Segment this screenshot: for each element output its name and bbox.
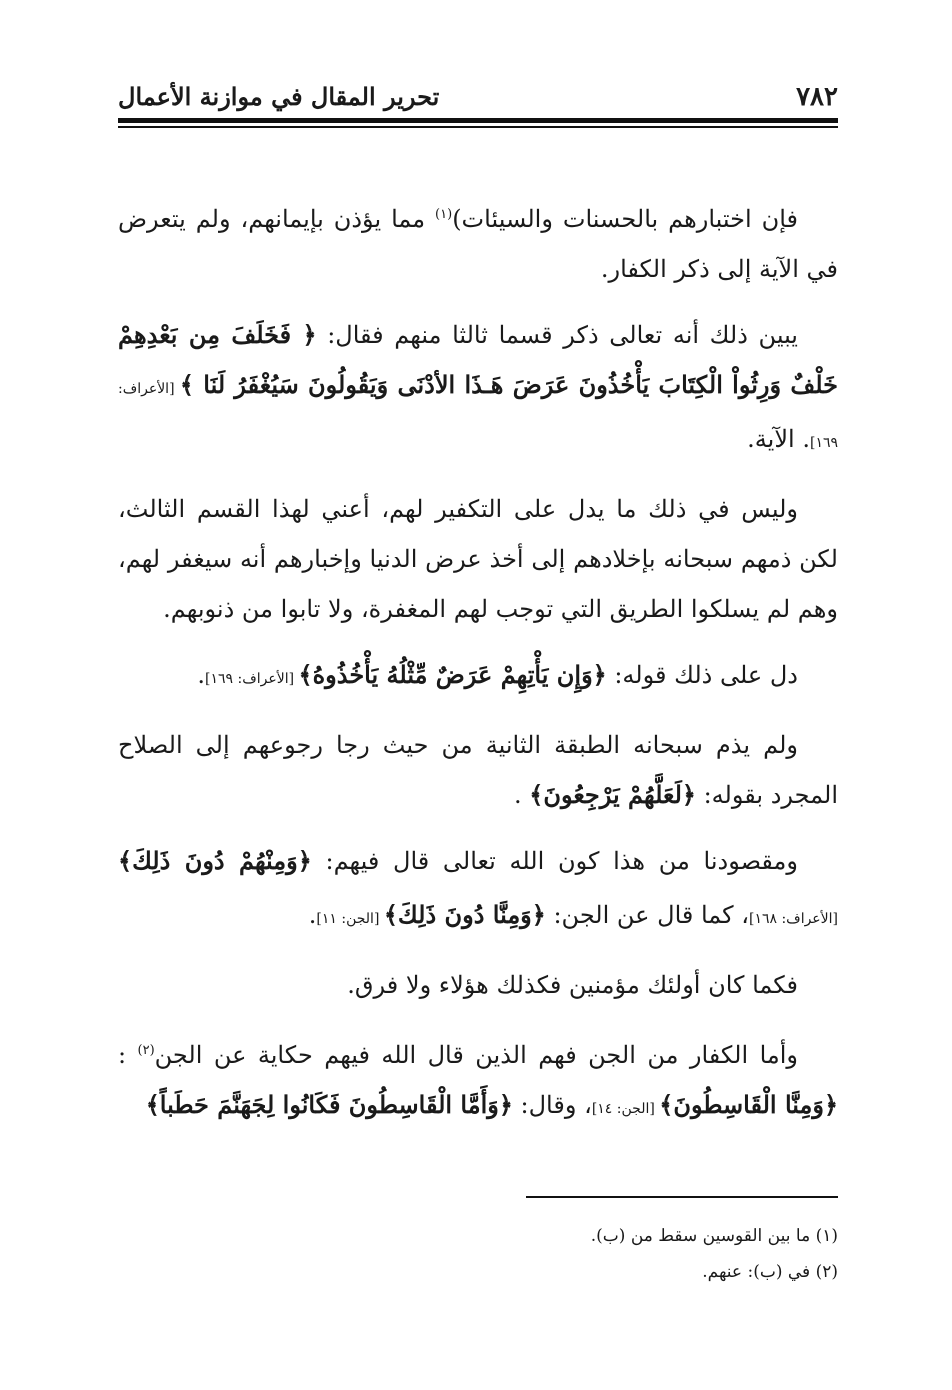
paragraph-7: فكما كان أولئك مؤمنين فكذلك هؤلاء ولا فرق. xyxy=(347,971,798,999)
footnote-1: (١) ما بين القوسين سقط من (ب). xyxy=(590,1226,838,1246)
paragraph-8: وأما الكفار من الجن فهم الذين قال الله فيهم حكاية عن الجن$^{(٢)}$ : ﴿وَمِنَّا الْقَاسِطُونَ﴾ [الجن: ١٤]، وقال: ﴿وَأَمَّا الْقَاسِطُونَ فَكَانُوا لِجَهَنَّمَ حَطَباً﴾ xyxy=(118,1041,838,1119)
footnote-2: (٢) في (ب): عنهم. xyxy=(702,1262,838,1282)
footnote-marker-2: (٢) xyxy=(137,1043,155,1058)
quran-verse: ﴿وَمِنَّا الْقَاسِطُونَ﴾ xyxy=(659,1090,838,1119)
paragraph-5: ولم يذم سبحانه الطبقة الثانية من حيث رجا رجوعهم إلى الصلاح المجرد بقوله: ﴿لَعَلَّهُمْ يَرْجِعُونَ﴾ . xyxy=(118,731,838,809)
quran-verse: ﴿وَأَمَّا الْقَاسِطُونَ فَكَانُوا لِجَهَنَّمَ حَطَباً﴾ xyxy=(145,1090,513,1119)
quran-verse: ﴿وَمِنْهُمْ دُونَ ذَلِكَ﴾ xyxy=(118,846,312,875)
header-rule-thin xyxy=(118,126,838,128)
paragraph-2: يبين ذلك أنه تعالى ذكر قسما ثالثا منهم فقال: ﴿ فَخَلَفَ مِن بَعْدِهِمْ خَلْفٌ وَرِثُواْ الْكِتَابَ يَأْخُذُونَ عَرَضَ هَـذَا الأدْنَى وَيَقُولُونَ سَيُغْفَرُ لَنَا ﴾ [الأعراف: ١٦٩]. الآية. xyxy=(118,320,838,453)
footnotes xyxy=(118,1218,838,1290)
running-title: تحرير المقال في موازنة الأعمال xyxy=(118,82,440,111)
paragraph-6: ومقصودنا من هذا كون الله تعالى قال فيهم: ﴿وَمِنْهُمْ دُونَ ذَلِكَ﴾ [الأعراف: ١٦٨]، كما قال عن الجن: ﴿وَمِنَّا دُونَ ذَلِكَ﴾ [الجن: ١١]. xyxy=(118,846,838,929)
page-number: ٧٨٢ xyxy=(796,82,838,112)
quran-verse: ﴿وَمِنَّا دُونَ ذَلِكَ﴾ xyxy=(383,900,546,929)
main-text xyxy=(118,190,838,1150)
page-header xyxy=(118,80,838,114)
quran-verse: ﴿ فَخَلَفَ مِن بَعْدِهِمْ خَلْفٌ وَرِثُواْ الْكِتَابَ يَأْخُذُونَ عَرَضَ هَـذَا الأدْنَى وَيَقُولُونَ سَيُغْفَرُ لَنَا ﴾ xyxy=(118,320,838,399)
footnote-separator xyxy=(526,1196,838,1198)
paragraph-3: وليس في ذلك ما يدل على التكفير لهم، أعني لهذا القسم الثالث، لكن ذمهم سبحانه بإخلادهم إلى أخذ عرض الدنيا وإخبارهم أنه سيغفر لهم، وهم لم يسلكوا الطريق التي توجب لهم المغفرة، ولا تابوا من ذنوبهم. xyxy=(118,495,838,623)
footnote-marker-1: (١) xyxy=(435,207,453,222)
paragraph-4: دل على ذلك قوله: ﴿وَإِن يَأْتِهِمْ عَرَضٌ مِّثْلُهُ يَأْخُذُوهُ﴾ [الأعراف: ١٦٩]. xyxy=(197,660,798,689)
verse-reference: [الجن: ١١] xyxy=(316,911,384,927)
verse-reference: [الجن: ١٤] xyxy=(591,1101,660,1117)
paragraph-1: فإن اختبارهم بالحسنات والسيئات)$^{(١)}$ مما يؤذن بإيمانهم، ولم يتعرض في الآية إلى ذكر الكفار. xyxy=(118,205,838,283)
quran-verse: ﴿لَعَلَّهُمْ يَرْجِعُونَ﴾ xyxy=(529,780,696,809)
header-rule-thick xyxy=(118,118,838,123)
quran-verse: ﴿وَإِن يَأْتِهِمْ عَرَضٌ مِّثْلُهُ يَأْخُذُوهُ﴾ xyxy=(298,660,607,689)
verse-reference: [الأعراف: ١٦٩] xyxy=(118,381,838,451)
verse-reference: [الأعراف: ١٦٨] xyxy=(748,911,838,927)
verse-reference: [الأعراف: ١٦٩] xyxy=(205,671,299,687)
